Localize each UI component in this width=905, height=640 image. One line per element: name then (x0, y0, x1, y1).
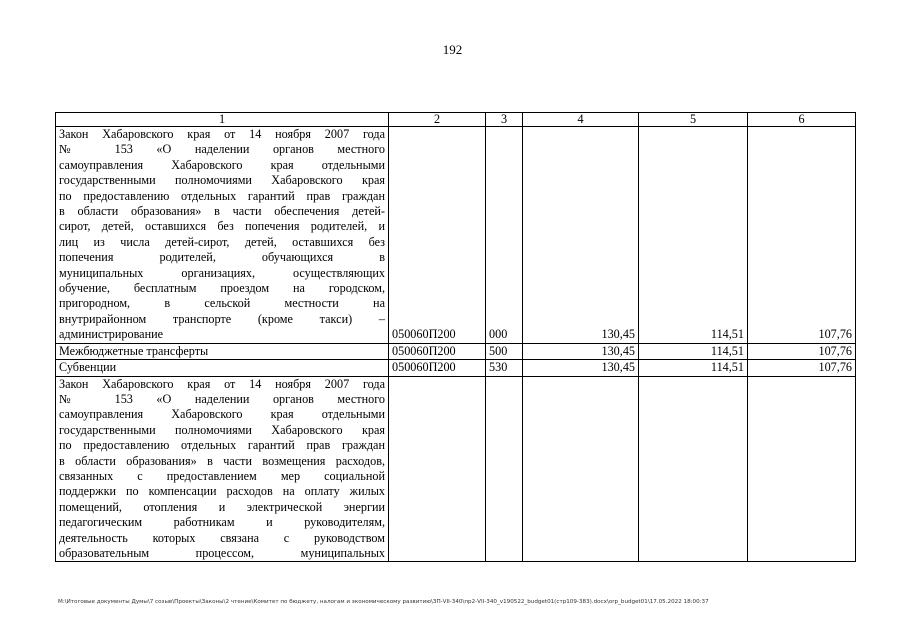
description-line: Закон Хабаровского края от 14 ноября 2007 года (59, 127, 385, 141)
row-code: 050060П200 (389, 343, 486, 359)
description-line: внутрирайонном транспорте (кроме такси) – (59, 311, 385, 326)
row-expense-type: 000 (486, 127, 523, 344)
description-line: самоуправления Хабаровского края отдельными (59, 157, 385, 172)
page-number: 192 (442, 42, 463, 57)
description-line: по предоставлению отдельных гарантий прав граждан (59, 188, 385, 203)
description-line: попечения родителей, обучающихся в (59, 250, 385, 265)
header-col-5: 5 (639, 113, 748, 127)
row-description: Субвенции (56, 360, 389, 376)
table-row (56, 343, 856, 359)
description-line: № 153 «О наделении органов местного (59, 391, 385, 406)
row-expense-type (486, 376, 523, 562)
description-line: администрирование (59, 327, 164, 342)
description-line: самоуправления Хабаровского края отдельными (59, 407, 385, 422)
header-col-4: 4 (523, 113, 639, 127)
row-value-col6: 107,76 (748, 360, 856, 376)
table-row (56, 360, 856, 376)
row-value-col6 (748, 376, 856, 562)
table-row (56, 376, 856, 562)
description-line: муниципальных организациях, осуществляющих (59, 265, 385, 280)
row-value-col6: 107,76 (748, 343, 856, 359)
table-row (56, 127, 856, 344)
row-expense-type: 530 (486, 360, 523, 376)
row-value-col5: 114,51 (639, 343, 748, 359)
row-value-col5: 114,51 (639, 360, 748, 376)
document-footer-path: М:\Итоговые документы Думы\7 созыв\Проекты\Законы\2 чтение\Комитет по бюджету, налогам и экономическому развитию\ЗП-VII-340\пр2-VII-340_v190522_budget01(стр109-383).docx\orp_budget01\17.05.2022 18:00:37 (58, 599, 709, 605)
row-value-col5: 114,51 (639, 127, 748, 344)
description-line: по предоставлению отдельных гарантий прав граждан (59, 438, 385, 453)
row-value-col5 (639, 376, 748, 562)
description-line: государственными полномочиями Хабаровского края (59, 422, 385, 437)
row-description (56, 376, 389, 562)
row-code: 050060П200 (389, 127, 486, 344)
description-line: деятельность которых связана с руководством (59, 530, 385, 545)
description-line: № 153 «О наделении органов местного (59, 142, 385, 157)
row-value-col4: 130,45 (523, 343, 639, 359)
table-header-row (56, 113, 856, 127)
row-value-col6: 107,76 (748, 127, 856, 344)
description-line: Закон Хабаровского края от 14 ноября 2007 года (59, 376, 385, 391)
description-line: обучение, бесплатным проездом на городском, (59, 281, 385, 296)
row-code: 050060П200 (389, 360, 486, 376)
description-line: педагогическим работникам и руководителям, (59, 515, 385, 530)
budget-table (55, 112, 856, 562)
row-description (56, 127, 389, 344)
description-line: в области образования» в части обеспечения детей- (59, 204, 385, 219)
description-line: образовательным процессом, муниципальных (59, 545, 385, 560)
row-expense-type: 500 (486, 343, 523, 359)
row-description: Межбюджетные трансферты (56, 343, 389, 359)
header-col-1: 1 (56, 113, 389, 127)
description-line: сирот, детей, оставшихся без попечения родителей, и (59, 219, 385, 234)
description-line: пригородном, в сельской местности на (59, 296, 385, 311)
row-value-col4: 130,45 (523, 127, 639, 344)
row-value-col4 (523, 376, 639, 562)
header-col-3: 3 (486, 113, 523, 127)
description-line: связанных с предоставлением мер социальной (59, 468, 385, 483)
description-line: государственными полномочиями Хабаровского края (59, 173, 385, 188)
description-line: лиц из числа детей-сирот, детей, оставшихся без (59, 234, 385, 249)
header-col-2: 2 (389, 113, 486, 127)
header-col-6: 6 (748, 113, 856, 127)
description-line: помещений, отопления и электрической энергии (59, 499, 385, 514)
row-value-col4: 130,45 (523, 360, 639, 376)
row-code (389, 376, 486, 562)
description-line: поддержки по компенсации расходов на оплату жилых (59, 484, 385, 499)
description-line: в области образования» в части возмещения расходов, (59, 453, 385, 468)
